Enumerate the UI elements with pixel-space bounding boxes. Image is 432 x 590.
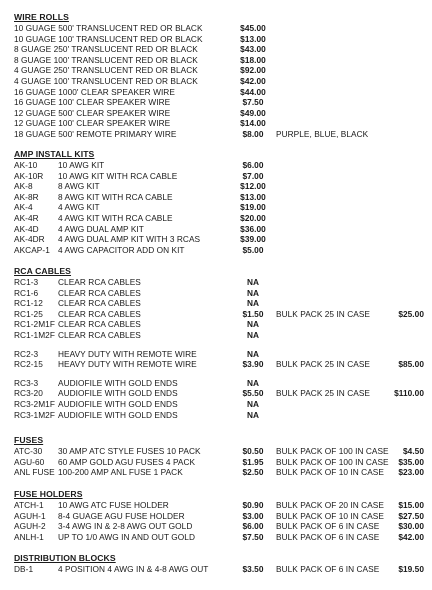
product-description: 8 GUAGE 250' TRANSLUCENT RED OR BLACK (14, 44, 198, 55)
bulk-price: $27.50 (398, 510, 424, 521)
bulk-price: $4.50 (402, 446, 424, 456)
unit-price: $44.00 (240, 86, 266, 97)
section-wire-rolls (14, 11, 424, 140)
product-description: 10 GUAGE 100' TRANSLUCENT RED OR BLACK (14, 33, 203, 44)
unit-price: NA (246, 319, 260, 330)
product-code: RC1-1M2F (14, 329, 55, 340)
product-row (14, 224, 424, 235)
unit-price: $0.90 (242, 500, 264, 510)
unit-price: $13.00 (240, 191, 266, 202)
bulk-pack-note: BULK PACK OF 100 IN CASE (276, 446, 389, 456)
product-description: 12 GUAGE 100' CLEAR SPEAKER WIRE (14, 118, 171, 129)
section-fuse-holders (14, 488, 424, 542)
section-heading: RCA CABLES (14, 266, 72, 276)
bulk-price: $42.00 (398, 531, 424, 542)
product-description: 4 AWG KIT WITH RCA CABLE (58, 212, 173, 223)
product-code: AK-4R (14, 212, 39, 223)
product-description: CLEAR RCA CABLES (58, 329, 141, 340)
unit-price: $43.00 (240, 44, 266, 55)
bulk-pack-note: BULK PACK OF 6 IN CASE (276, 531, 380, 542)
product-description: 12 GUAGE 500' CLEAR SPEAKER WIRE (14, 107, 171, 118)
product-code: RC3-3 (14, 377, 39, 388)
product-code: AGUH-1 (14, 510, 46, 521)
unit-price: $49.00 (240, 107, 266, 118)
product-row (14, 388, 424, 399)
bulk-pack-note: BULK PACK OF 10 IN CASE (276, 510, 384, 521)
product-code: RC2-15 (14, 359, 43, 370)
bulk-pack-note: BULK PACK OF 100 IN CASE (276, 456, 389, 467)
unit-price: $3.90 (242, 359, 264, 370)
product-row (14, 34, 424, 45)
product-description: 4 POSITION 4 AWG IN & 4-8 AWG OUT (58, 564, 209, 574)
unit-price: $6.00 (242, 160, 264, 170)
product-code: AGU-60 (14, 456, 45, 467)
unit-price: $5.00 (242, 244, 264, 255)
unit-price: NA (246, 277, 260, 287)
product-description: CLEAR RCA CABLES (58, 277, 141, 287)
product-row (14, 245, 424, 256)
product-description: 4 AWG DUAL AMP KIT WITH 3 RCAS (58, 234, 201, 245)
unit-price: $13.00 (240, 33, 266, 44)
product-description: AUDIOFILE WITH GOLD ENDS (58, 377, 178, 388)
unit-price: $8.00 (242, 128, 264, 139)
bulk-price: $15.00 (398, 500, 424, 510)
row-spacer (14, 341, 424, 349)
product-code: RC3-2M1F (14, 398, 55, 409)
unit-price: $42.00 (240, 75, 266, 86)
product-code: RC1-25 (14, 308, 43, 319)
product-code: ATC-30 (14, 446, 43, 456)
unit-price: $0.50 (242, 446, 264, 456)
unit-price: NA (246, 298, 260, 309)
product-code: AGUH-2 (14, 521, 46, 532)
product-description: 3-4 AWG IN & 2-8 AWG OUT GOLD (58, 521, 193, 532)
product-code: AK-10R (14, 170, 44, 181)
product-description: AUDIOFILE WITH GOLD ENDS (58, 398, 178, 409)
product-row (14, 76, 424, 87)
bulk-pack-note: BULK PACK OF 6 IN CASE (276, 521, 380, 532)
bulk-price: $35.00 (398, 456, 424, 467)
product-code: RC1-2M1F (14, 319, 55, 330)
product-row (14, 349, 424, 360)
product-code: AK-4DR (14, 234, 45, 245)
bulk-pack-note: BULK PACK OF 6 IN CASE (276, 564, 380, 574)
product-row (14, 511, 424, 522)
section-amp-install-kits (14, 148, 424, 255)
product-code: AK-4 (14, 202, 33, 213)
section-heading: WIRE ROLLS (14, 12, 69, 22)
product-description: 8 AWG KIT WITH RCA CABLE (58, 191, 173, 202)
product-description: 4 AWG DUAL AMP KIT (58, 223, 144, 234)
product-code: ATCH-1 (14, 500, 44, 510)
product-row (14, 399, 424, 410)
product-description: 8-4 GUAGE AGU FUSE HOLDER (58, 510, 185, 521)
product-description: HEAVY DUTY WITH REMOTE WIRE (58, 348, 197, 359)
product-row (14, 87, 424, 98)
product-row (14, 118, 424, 129)
section-distribution-blocks (14, 552, 424, 575)
bulk-pack-note: BULK PACK OF 10 IN CASE (276, 467, 384, 478)
product-description: 10 AWG KIT (58, 160, 105, 170)
product-row (14, 234, 424, 245)
unit-price: NA (246, 398, 260, 409)
bulk-pack-note: BULK PACK 25 IN CASE (276, 308, 370, 319)
bulk-price: $25.00 (398, 308, 424, 319)
product-row (14, 378, 424, 389)
product-description: 60 AMP GOLD AGU FUSES 4 PACK (58, 456, 196, 467)
product-description: 10 GUAGE 500' TRANSLUCENT RED OR BLACK (14, 23, 203, 33)
product-code: AK-10 (14, 160, 38, 170)
unit-price: $14.00 (240, 118, 266, 129)
product-description: UP TO 1/0 AWG IN AND OUT GOLD (58, 531, 196, 542)
product-description: 4 GUAGE 250' TRANSLUCENT RED OR BLACK (14, 65, 198, 76)
bulk-price: $110.00 (394, 388, 424, 399)
unit-price: $39.00 (240, 234, 266, 245)
product-row (14, 55, 424, 66)
product-row (14, 500, 424, 511)
product-code: RC1-6 (14, 287, 39, 298)
product-code: RC1-12 (14, 298, 43, 309)
product-row (14, 309, 424, 320)
unit-price: $45.00 (240, 23, 266, 33)
bulk-pack-note: BULK PACK 25 IN CASE (276, 359, 370, 370)
bulk-price: $30.00 (398, 521, 424, 532)
product-code: DB-1 (14, 564, 34, 574)
section-heading: FUSES (14, 435, 44, 445)
product-code: ANL FUSE (14, 467, 55, 478)
bulk-price: $19.50 (398, 564, 424, 574)
unit-price: $36.00 (240, 223, 266, 234)
product-description: 10 AWG ATC FUSE HOLDER (58, 500, 169, 510)
product-description: 4 AWG KIT (58, 202, 100, 213)
product-description: CLEAR RCA CABLES (58, 287, 141, 298)
bulk-pack-note: PURPLE, BLUE, BLACK (276, 128, 369, 139)
product-row (14, 202, 424, 213)
product-row (14, 108, 424, 119)
unit-price: $5.50 (242, 388, 264, 399)
product-row (14, 65, 424, 76)
section-fuses (14, 434, 424, 478)
product-row (14, 171, 424, 182)
product-description: 30 AMP ATC STYLE FUSES 10 PACK (58, 446, 201, 456)
product-code: RC2-3 (14, 348, 39, 359)
product-code: AK-8 (14, 181, 33, 192)
product-row (14, 564, 424, 575)
unit-price: $12.00 (240, 181, 266, 192)
product-code: AKCAP-1 (14, 244, 50, 255)
product-code: RC3-1M2F (14, 409, 55, 420)
product-row (14, 446, 424, 457)
unit-price: $92.00 (240, 65, 266, 76)
unit-price: $7.50 (242, 531, 264, 542)
bulk-price: $23.00 (398, 467, 424, 478)
product-description: 8 GUAGE 100' TRANSLUCENT RED OR BLACK (14, 54, 198, 65)
product-description: 8 AWG KIT (58, 181, 100, 192)
product-description: 4 AWG CAPACITOR ADD ON KIT (58, 244, 185, 255)
product-row (14, 521, 424, 532)
product-row (14, 97, 424, 108)
product-row (14, 129, 424, 140)
unit-price: $19.00 (240, 202, 266, 213)
product-description: CLEAR RCA CABLES (58, 319, 141, 330)
product-row (14, 330, 424, 341)
product-description: 18 GUAGE 500' REMOTE PRIMARY WIRE (14, 128, 177, 139)
product-row (14, 160, 424, 171)
product-row (14, 288, 424, 299)
bulk-pack-note: BULK PACK 25 IN CASE (276, 388, 370, 399)
unit-price: $3.00 (242, 510, 264, 521)
product-description: CLEAR RCA CABLES (58, 308, 141, 319)
product-description: AUDIOFILE WITH GOLD ENDS (58, 388, 178, 399)
section-heading: AMP INSTALL KITS (14, 149, 95, 159)
product-description: 16 GUAGE 1000' CLEAR SPEAKER WIRE (14, 86, 175, 97)
unit-price: $2.50 (242, 467, 264, 478)
product-code: RC3-20 (14, 388, 43, 399)
unit-price: $18.00 (240, 54, 266, 65)
product-code: AK-8R (14, 191, 39, 202)
row-spacer (14, 370, 424, 378)
product-description: 100-200 AMP ANL FUSE 1 PACK (58, 467, 183, 478)
product-code: RC1-3 (14, 277, 39, 287)
product-description: AUDIOFILE WITH GOLD ENDS (58, 409, 178, 420)
bulk-price: $85.00 (398, 359, 424, 370)
product-row (14, 181, 424, 192)
unit-price: NA (246, 287, 260, 298)
product-row (14, 213, 424, 224)
product-row (14, 298, 424, 309)
product-row (14, 410, 424, 421)
unit-price: $1.95 (242, 456, 264, 467)
unit-price: NA (246, 377, 260, 388)
product-code: AK-4D (14, 223, 39, 234)
unit-price: $3.50 (242, 564, 264, 574)
product-row (14, 23, 424, 34)
unit-price: NA (246, 409, 260, 420)
unit-price: $7.00 (242, 170, 264, 181)
product-row (14, 277, 424, 288)
unit-price: $20.00 (240, 212, 266, 223)
product-row (14, 532, 424, 543)
product-code: ANLH-1 (14, 531, 44, 542)
product-row (14, 359, 424, 370)
product-description: 10 AWG KIT WITH RCA CABLE (58, 170, 178, 181)
bulk-pack-note: BULK PACK OF 20 IN CASE (276, 500, 384, 510)
product-row (14, 192, 424, 203)
section-heading: DISTRIBUTION BLOCKS (14, 553, 116, 563)
product-row (14, 467, 424, 478)
product-row (14, 457, 424, 468)
unit-price: $7.50 (242, 97, 264, 108)
product-description: 4 GUAGE 100' TRANSLUCENT RED OR BLACK (14, 75, 198, 86)
product-description: HEAVY DUTY WITH REMOTE WIRE (58, 359, 197, 370)
section-rca-cables (14, 265, 424, 420)
product-row (14, 44, 424, 55)
unit-price: NA (246, 348, 260, 359)
section-heading: FUSE HOLDERS (14, 489, 83, 499)
unit-price: $6.00 (242, 521, 264, 532)
product-description: CLEAR RCA CABLES (58, 298, 141, 309)
unit-price: NA (246, 329, 260, 340)
product-row (14, 319, 424, 330)
unit-price: $1.50 (242, 308, 264, 319)
product-description: 16 GUAGE 100' CLEAR SPEAKER WIRE (14, 97, 171, 108)
